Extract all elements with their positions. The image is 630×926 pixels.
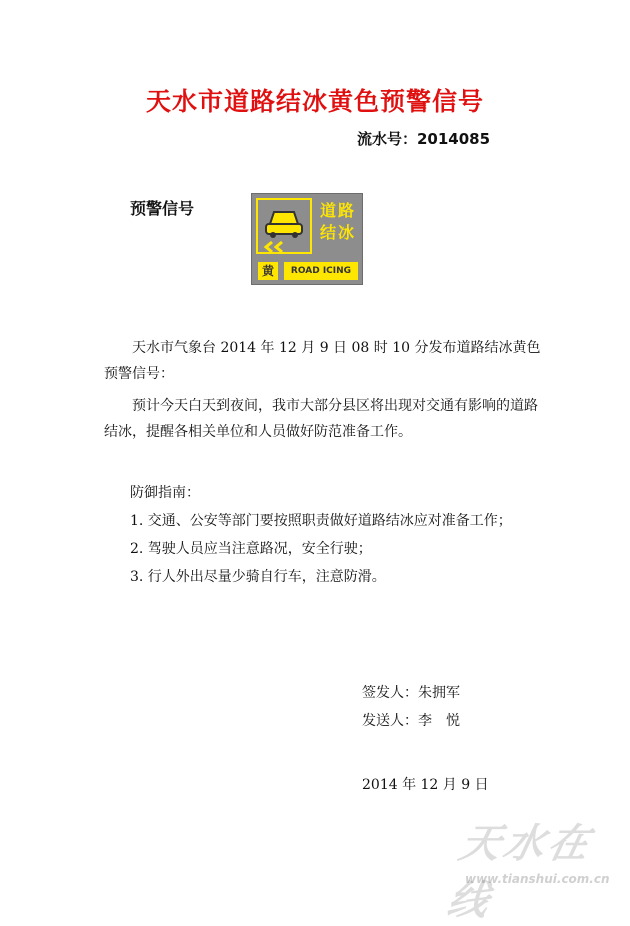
badge-english-label: ROAD ICING xyxy=(284,262,358,280)
road-icing-warning-badge xyxy=(251,193,363,285)
car-skid-icon xyxy=(258,200,310,252)
forecast-paragraph: 预计今天白天到夜间，我市大部分县区将出现对交通有影响的道路结冰，提醒各相关单位和人员做好防范准备工作。 xyxy=(104,398,538,440)
announcement-paragraph: 天水市气象台 2014 年 12 月 9 日 08 时 10 分发布道路结冰黄色预警信号： xyxy=(104,340,541,382)
watermark-url: www.tianshui.com.cn xyxy=(465,872,610,886)
guide-item: 3. 行人外出尽量少骑自行车，注意防滑。 xyxy=(130,569,386,585)
serial-number: 流水号：2014085 xyxy=(357,130,491,148)
signal-label: 预警信号 xyxy=(130,199,195,218)
sender-line: 发送人：李 悦 xyxy=(362,713,460,729)
issue-date: 2014 年 12 月 9 日 xyxy=(362,777,489,793)
guide-item: 1. 交通、公安等部门要按照职责做好道路结冰应对准备工作； xyxy=(130,513,512,529)
issuer-line: 签发人：朱拥军 xyxy=(362,685,460,701)
watermark-site-name: 天水在线 xyxy=(443,821,598,924)
page-title: 天水市道路结冰黄色预警信号 xyxy=(145,87,484,116)
guide-item: 2. 驾驶人员应当注意路况，安全行驶； xyxy=(130,541,372,557)
badge-level: 黄 xyxy=(258,262,278,280)
badge-characters: 道路结冰 xyxy=(319,201,356,242)
defense-guide-heading: 防御指南： xyxy=(130,485,200,501)
